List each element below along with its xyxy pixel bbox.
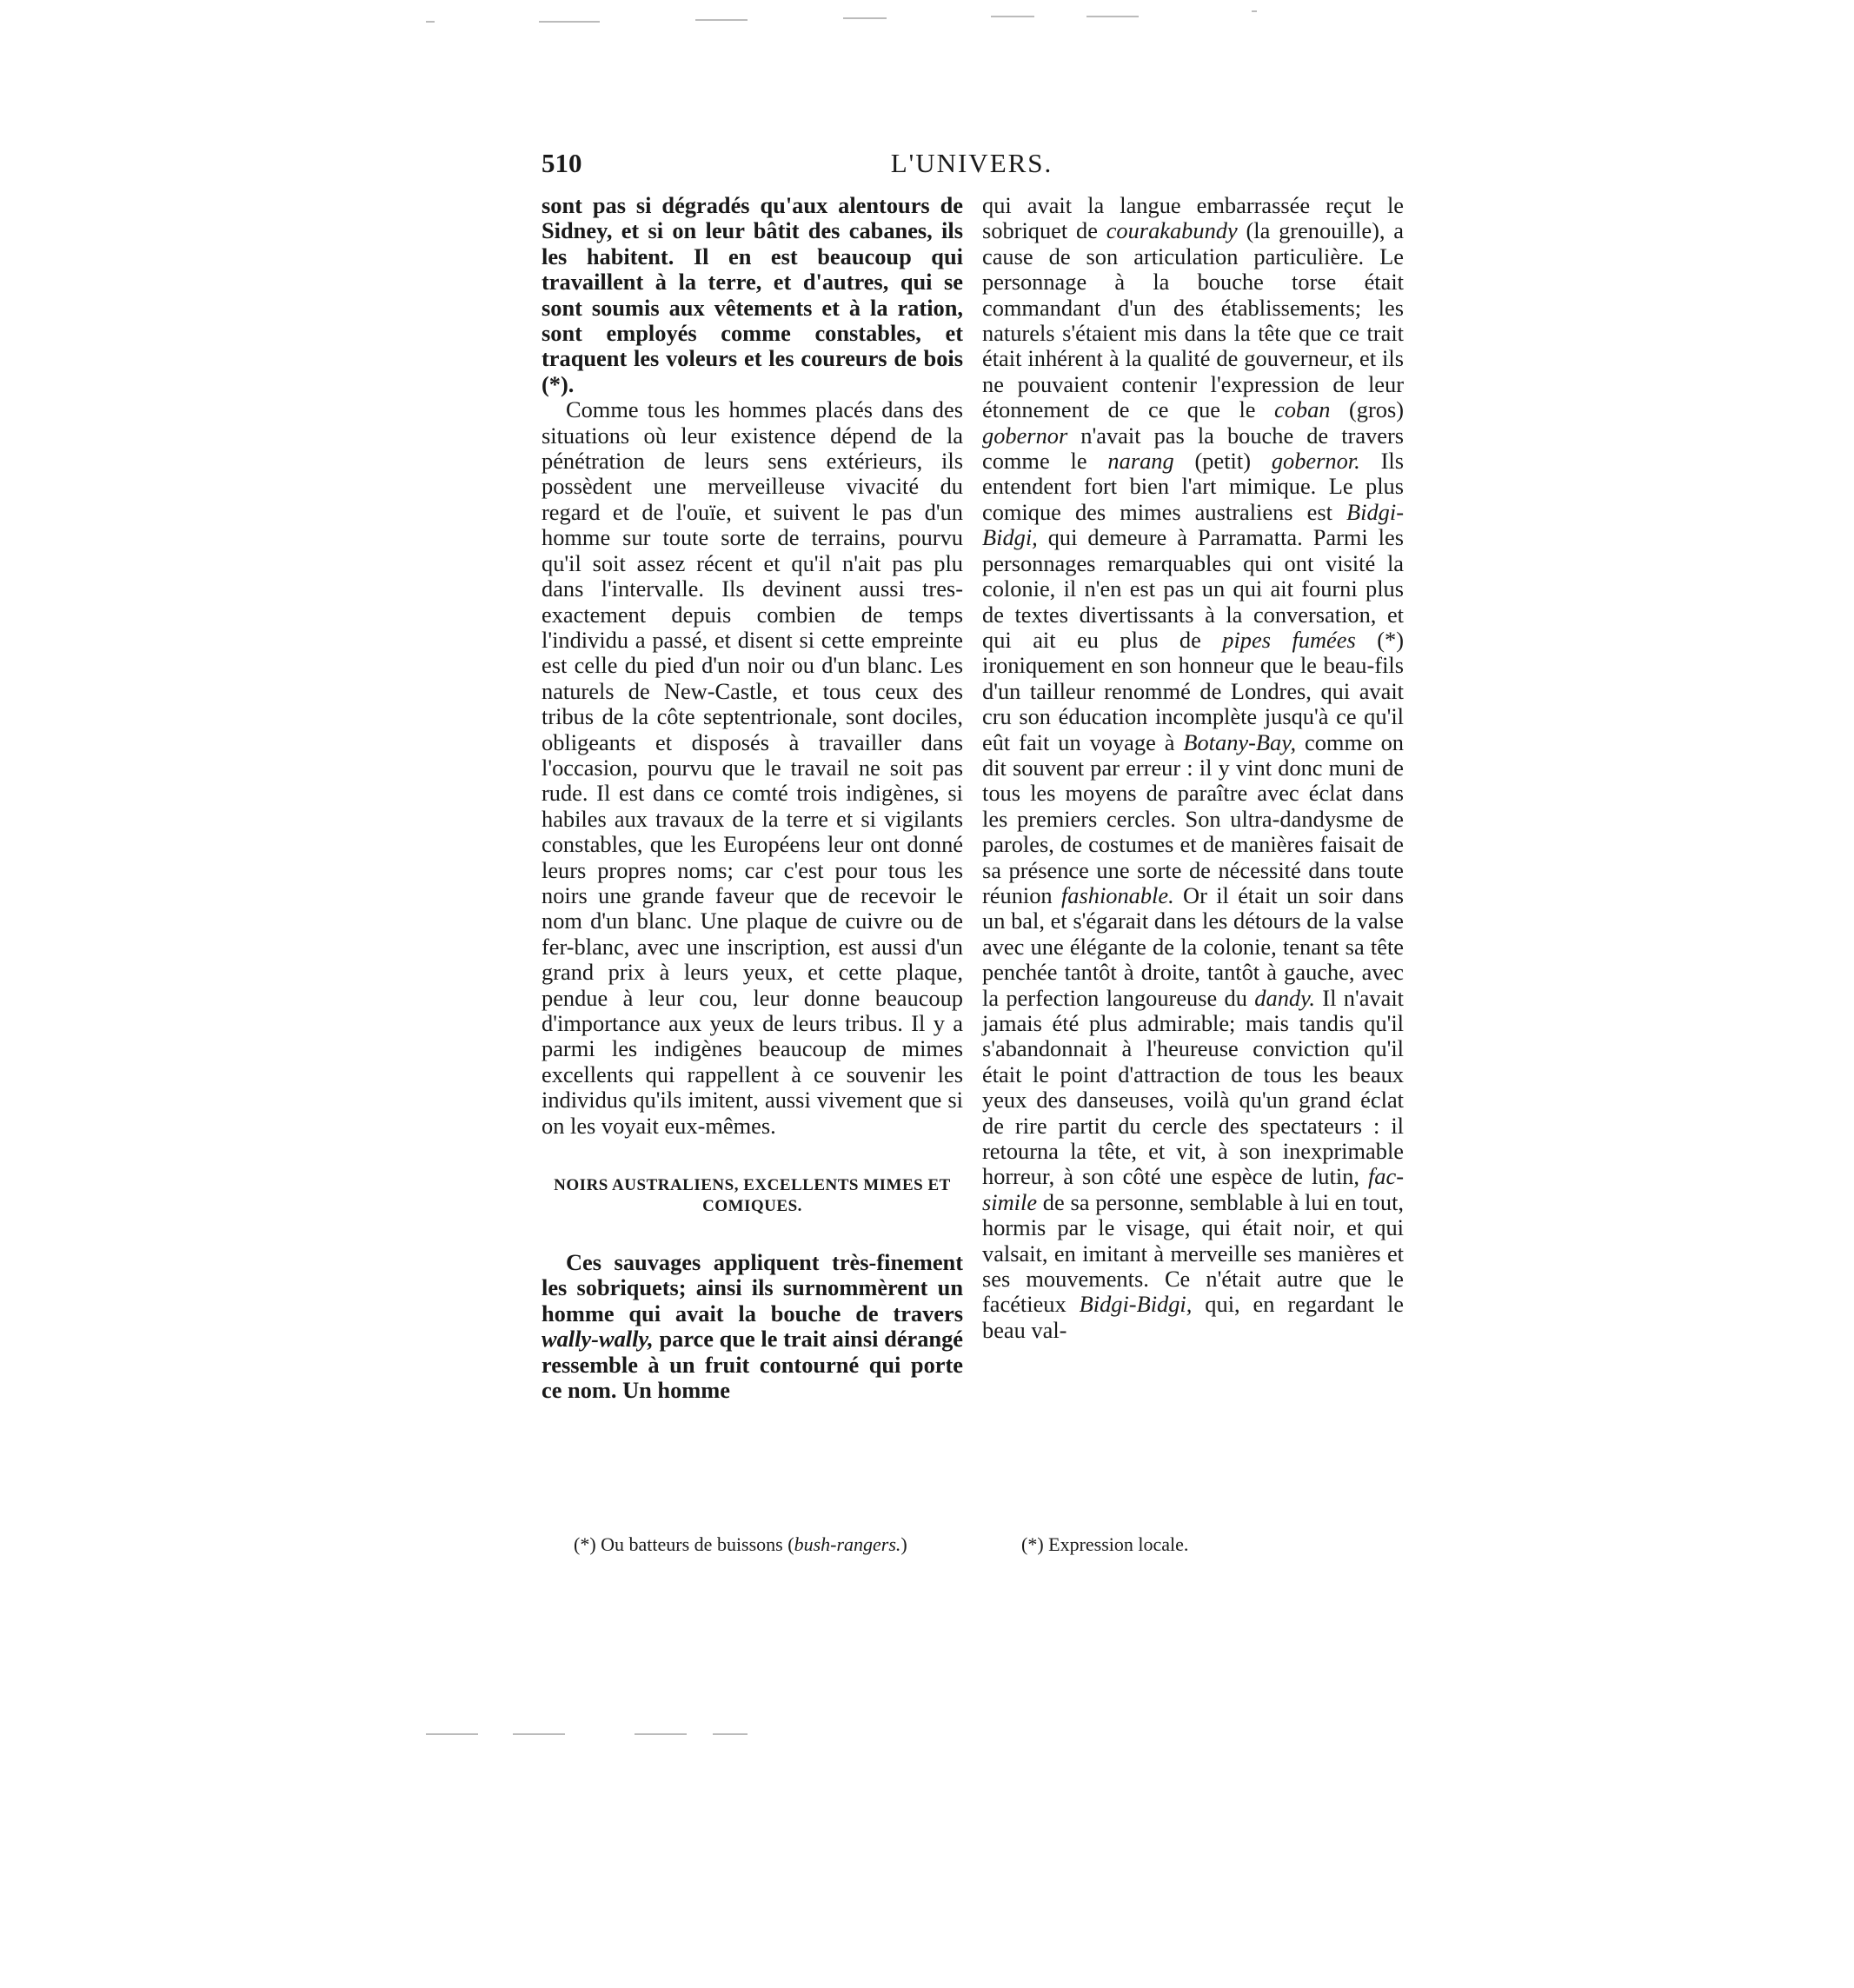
text-run: Ils entendent fort bien l'art mimique. Le plus comique des mimes australiens est	[982, 448, 1404, 525]
italic-term: Botany-Bay,	[1183, 728, 1297, 755]
scan-speck	[635, 1733, 687, 1735]
text-run: Il n'avait jamais été plus admirable; mais tandis qu'il s'abandonnait à l'heureuse conviction qu'il était le point d'attraction de tous les beaux yeux des danseuses, voilà qu'un grand éclat de rire partit du cercle des spectateurs : il retourna la tête, et vit, à son inexprimable horreur, à son côté une espèce de lutin,	[982, 984, 1404, 1190]
paragraph	[542, 1250, 963, 1403]
scan-speck	[513, 1733, 565, 1735]
scan-speck	[843, 17, 887, 19]
text-run: (gros)	[1330, 396, 1405, 423]
text-run: qui, en regardant le beau val-	[982, 1291, 1404, 1343]
text-run: Ces sauvages appliquent très-finement les sobriquets; ainsi ils surnommèrent un homme qui avait la bouche de travers	[542, 1249, 963, 1326]
footnote-text: )	[900, 1533, 907, 1555]
italic-term: fac-simile	[982, 1163, 1404, 1215]
page-number: 510	[542, 148, 582, 178]
text-run: (petit)	[1173, 448, 1272, 475]
text-run: parce que le trait ainsi dérangé ressemble à un fruit contourné qui porte ce nom. Un homme	[542, 1326, 963, 1404]
text-run: comme on dit souvent par erreur : il y vint donc muni de tous les moyens de paraître avec éclat dans les premiers cercles. Son ultra-dandysme de paroles, de costumes et de manières faisait de sa présence une sorte de nécessité dans toute réunion	[982, 728, 1404, 908]
running-title: L'UNIVERS.	[890, 148, 1053, 178]
paragraph	[982, 193, 1404, 1343]
text-run: de sa personne, semblable à lui en tout, hormis par le visage, qui était noir, et qui valsait, en imitant à merveille ses manières et ses mouvements. Ce n'était autre que le facétieux	[982, 1188, 1404, 1318]
section-heading: NOIRS AUSTRALIENS, EXCELLENTS MIMES ET COMIQUES.	[554, 1176, 951, 1216]
page-header	[542, 148, 1402, 191]
italic-term: gobernor	[982, 422, 1068, 449]
italic-term: Bidgi-Bidgi,	[1079, 1291, 1193, 1318]
italic-term: bush-rangers.	[794, 1533, 901, 1555]
italic-term: gobernor.	[1271, 448, 1360, 475]
italic-term: wally-wally,	[542, 1326, 654, 1353]
scan-speck	[695, 19, 748, 21]
italic-term: fashionable.	[1060, 881, 1174, 908]
footnote-text: (*) Ou batteurs de buissons (	[574, 1533, 794, 1555]
text-run: qui demeure à Parramatta. Parmi les personnages remarquables qui ont visité la colonie, il n'en est pas un qui ait fourni plus de textes divertissants à la conversation, et qui ait eu plus de	[982, 524, 1404, 653]
footnote-right: (*) Expression locale.	[1021, 1533, 1189, 1555]
text-run: Or il était un soir dans un bal, et s'égarait dans les détours de la valse avec une élégante de la colonie, tenant sa tête penchée tantôt à droite, tantôt à gauche, avec la perfection langoureuse du	[982, 881, 1404, 1011]
right-column	[982, 193, 1404, 1343]
scan-speck	[1086, 16, 1139, 17]
footnote-left	[574, 1533, 907, 1556]
scan-speck	[991, 16, 1034, 17]
text-run: (*) ironiquement en son honneur que le beau-fils d'un tailleur renommé de Londres, qui avait cru son éducation incomplète jusqu'à ce qu'il eût fait un voyage à	[982, 626, 1404, 755]
text-run: n'avait pas la bouche de travers comme le	[982, 422, 1404, 475]
italic-term: Bidgi-Bidgi,	[982, 498, 1404, 551]
scan-speck	[426, 1733, 478, 1735]
italic-term: narang	[1107, 448, 1174, 475]
paragraph: Comme tous les hommes placés dans des situations où leur existence dépend de la pénétration de leurs sens extérieurs, ils possèdent une merveilleuse vivacité du regard et de l'ouïe, et suivent le pas d'un homme sur toute sorte de terrains, pourvu qu'il soit assez récent et qu'il n'ait pas plu dans l'intervalle. Ils devinent aussi tres-exactement depuis combien de temps l'individu a passé, et disent si cette empreinte est celle du pied d'un noir ou d'un blanc. Les naturels de New-Castle, et tous ceux des tribus de la côte septentrionale, sont dociles, obligeants et disposés à travailler dans l'occasion, pourvu que le travail ne soit pas rude. Il est dans ce comté trois indigènes, si habiles aux travaux de la terre et si vigilants constables, que les Européens leur ont donné leurs propres noms; car c'est pour tous les noirs une grande faveur que de recevoir le nom d'un blanc. Une plaque de cuivre ou de fer-blanc, avec une inscription, est aussi d'un grand prix à leurs yeux, et cette plaque, pendue à leur cou, leur donne beaucoup d'importance aux yeux de leurs tribus. Il y a parmi les indigènes beaucoup de mimes excellents qui rappellent à ce souvenir les individus qu'ils imitent, aussi vivement que si on les voyait eux-mêmes.	[542, 396, 963, 1139]
scan-speck	[539, 21, 600, 23]
paragraph: sont pas si dégradés qu'aux alentours de Sidney, et si on leur bâtit des cabanes, ils les habitent. Il en est beaucoup qui travaillent à la terre, et d'autres, qui se sont soumis aux vêtements et à la ration, sont employés comme constables, et traquent les voleurs et les coureurs de bois (*).	[542, 192, 963, 397]
italic-term: coban	[1274, 396, 1331, 423]
scan-speck	[426, 21, 435, 23]
italic-term: pipes fumées	[1222, 626, 1356, 653]
scan-speck	[1252, 10, 1257, 12]
text-run: (la grenouille), a cause de son articulation particulière. Le personnage à la bouche torse était commandant d'un des établissements; les naturels s'étaient mis dans la tête que ce trait était inhérent à la qualité de gouverneur, et ils ne pouvaient contenir l'expression de leur étonnement de ce que le	[982, 217, 1404, 423]
scan-speck	[713, 1733, 748, 1735]
italic-term: courakabundy	[1106, 217, 1238, 244]
italic-term: dandy.	[1254, 984, 1315, 1011]
text-run: qui avait la langue embarrassée reçut le sobriquet de	[982, 192, 1404, 244]
left-column	[542, 193, 963, 1403]
